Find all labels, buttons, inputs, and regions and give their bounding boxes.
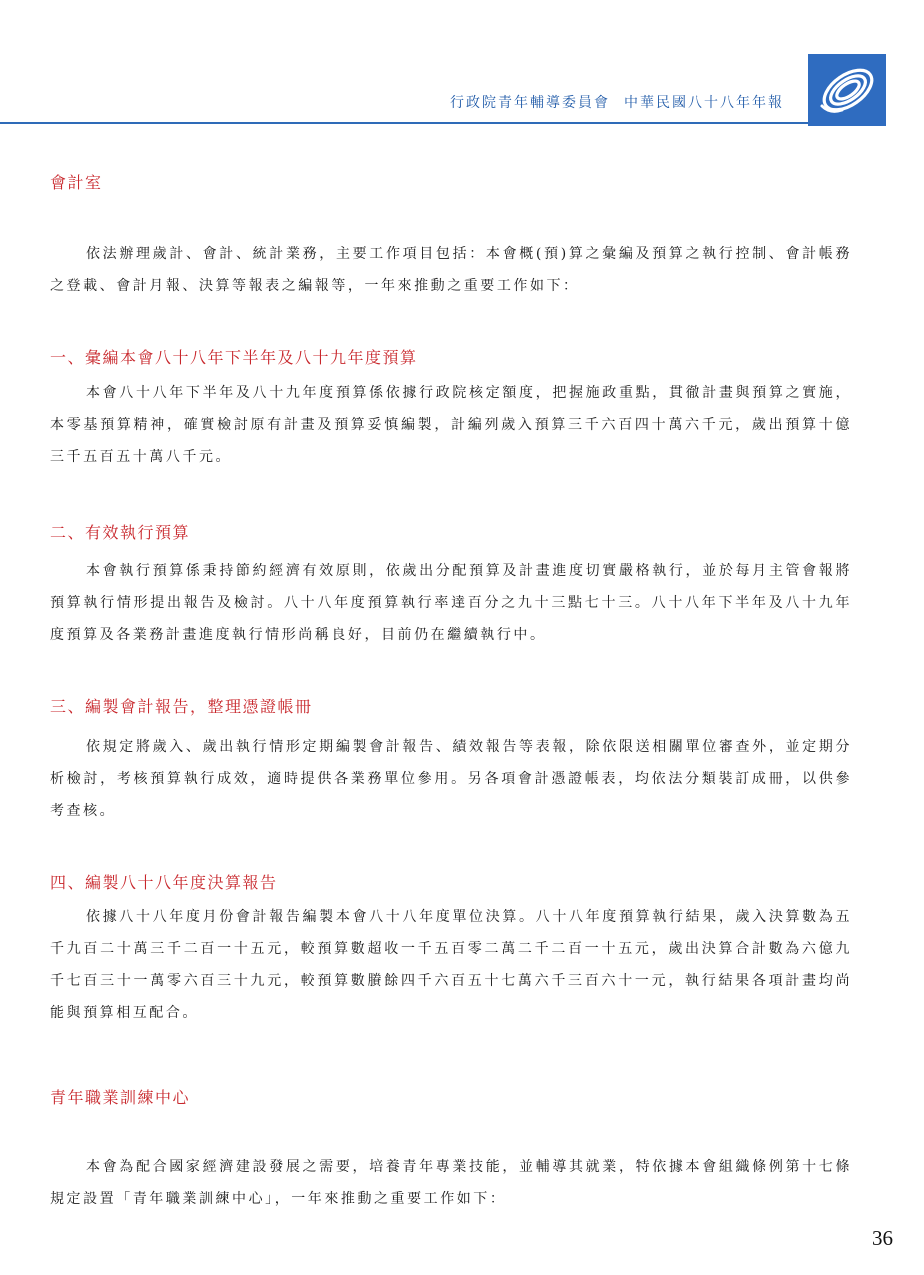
item-heading-1: 一、彙編本會八十八年下半年及八十九年度預算 — [50, 348, 418, 367]
accounting-intro: 依法辦理歲計、會計、統計業務，主要工作項目包括：本會概(預)算之彙編及預算之執行控制、會計帳務之登載、會計月報、決算等報表之編報等，一年來推動之重要工作如下： — [50, 246, 852, 294]
section-title-accounting: 會計室 — [50, 173, 103, 192]
section-title-training-center: 青年職業訓練中心 — [50, 1088, 191, 1107]
header-report: 中華民國八十八年年報 — [624, 95, 784, 111]
page-number: 36 — [872, 1226, 893, 1250]
header-org: 行政院青年輔導委員會 — [450, 95, 610, 111]
item-body-4: 依據八十八年度月份會計報告編製本會八十八年度單位決算。八十八年度預算執行結果，歲入決算數為五千九百二十萬三千二百一十五元，較預算數超收一千五百零二萬二千二百一十五元，歲出決算合計數為六億九千七百三十一萬零六百三十九元，較預算數賸餘四千六百五十七萬六千三百六十一元，執行結果各項計畫均尚能與預算相互配合。 — [50, 909, 852, 1021]
item-body-1: 本會八十八年下半年及八十九年度預算係依據行政院核定額度，把握施政重點，貫徹計畫與預算之實施，本零基預算精神，確實檢討原有計畫及預算妥慎編製，計編列歲入預算三千六百四十萬六千元，歲出預算十億三千五百五十萬八千元。 — [50, 385, 852, 465]
running-header — [450, 92, 784, 112]
logo-icon — [808, 54, 886, 126]
item-body-3: 依規定將歲入、歲出執行情形定期編製會計報告、績效報告等表報，除依限送相關單位審查外，並定期分析檢討，考核預算執行成效，適時提供各業務單位參用。另各項會計憑證帳表，均依法分類裝訂成冊，以供參考查核。 — [50, 739, 852, 819]
item-heading-2: 二、有效執行預算 — [50, 523, 191, 542]
training-center-intro: 本會為配合國家經濟建設發展之需要，培養青年專業技能，並輔導其就業，特依據本會組織條例第十七條規定設置「青年職業訓練中心」，一年來推動之重要工作如下： — [50, 1159, 852, 1207]
item-heading-3: 三、編製會計報告，整理憑證帳冊 — [50, 697, 313, 716]
item-heading-4: 四、編製八十八年度決算報告 — [50, 873, 278, 892]
item-body-2: 本會執行預算係秉持節約經濟有效原則，依歲出分配預算及計畫進度切實嚴格執行，並於每月主管會報將預算執行情形提出報告及檢討。八十八年度預算執行率達百分之九十三點七十三。八十八年下半年及八十九年度預算及各業務計畫進度執行情形尚稱良好，目前仍在繼續執行中。 — [50, 563, 852, 643]
header-rule — [0, 122, 812, 124]
